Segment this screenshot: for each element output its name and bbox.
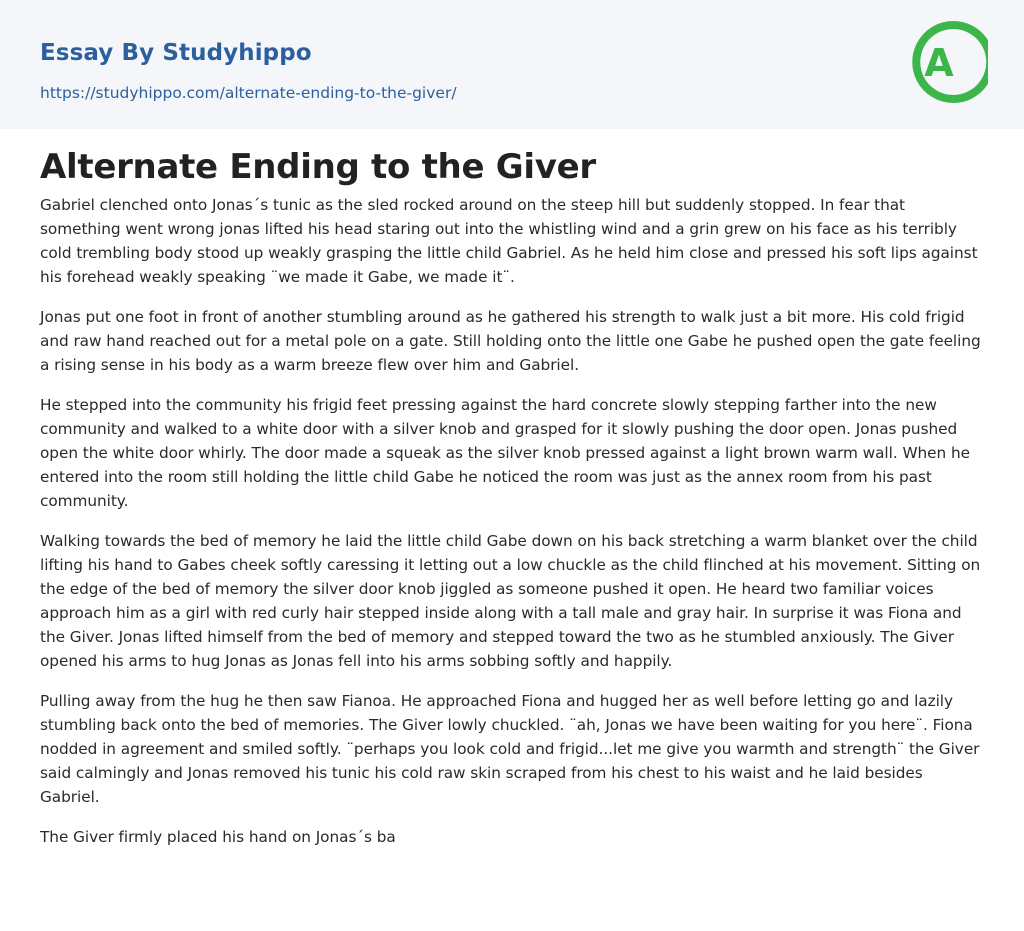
article-content [0, 129, 1024, 849]
paragraph: Walking towards the bed of memory he laid the little child Gabe down on his back stretching a warm blanket over the child lifting his hand to Gabes cheek softly caressing it letting out a low chuckle as the child flinched at his movement. Sitting on the edge of the bed of memory the silver door knob jiggled as someone pushed it open. He heard two familiar voices approach him as a girl with red curly hair stepped inside along with a tall male and gray hair. In surprise it was Fiona and the Giver. Jonas lifted himself from the bed of memory and stepped toward the two as he stumbled anxiously. The Giver opened his arms to hug Jonas as Jonas fell into his arms sobbing softly and happily. [40, 532, 981, 670]
paragraph: He stepped into the community his frigid feet pressing against the hard concrete slowly stepping farther into the new community and walked to a white door with a silver knob and grasped for it slowly pushing the door open. Jonas pushed open the white door whirly. The door made a squeak as the silver knob pressed against a light brown warm wall. When he entered into the room still holding the little child Gabe he noticed the room was just as the annex room from his past community. [40, 396, 971, 510]
paragraph: Gabriel clenched onto Jonas´s tunic as the sled rocked around on the steep hill but suddenly stopped. In fear that something went wrong jonas lifted his head staring out into the whistling wind and a grin grew on his face as his terribly cold trembling body stood up weakly grasping the little child Gabriel. As he held him close and pressed his soft lips against his forehead weakly speaking ¨we made it Gabe, we made it¨. [40, 196, 978, 286]
paragraph: The Giver firmly placed his hand on Jonas´s ba [40, 828, 396, 846]
site-header [0, 0, 1024, 129]
studyhippo-logo-icon[interactable] [908, 18, 988, 108]
essay-url-link[interactable]: https://studyhippo.com/alternate-ending-to-the-giver/ [40, 84, 457, 102]
logo-letter: A [924, 41, 954, 85]
paragraph: Pulling away from the hug he then saw Fianoa. He approached Fiona and hugged her as well before letting go and lazily stumbling back onto the bed of memories. The Giver lowly chuckled. ¨ah, Jonas we have been waiting for you here¨. Fiona nodded in agreement and smiled softly. ¨perhaps you look cold and frigid...let me give you warmth and strength¨ the Giver said calmingly and Jonas removed his tunic his cold raw skin scraped from his chest to his waist and he laid besides Gabriel. [40, 692, 980, 806]
site-brand[interactable]: Essay By Studyhippo [40, 40, 312, 66]
article-title: Alternate Ending to the Giver [40, 147, 596, 187]
paragraph: Jonas put one foot in front of another stumbling around as he gathered his strength to walk just a bit more. His cold frigid and raw hand reached out for a metal pole on a gate. Still holding onto the little one Gabe he pushed open the gate feeling a rising sense in his body as a warm breeze flew over him and Gabriel. [40, 308, 981, 374]
